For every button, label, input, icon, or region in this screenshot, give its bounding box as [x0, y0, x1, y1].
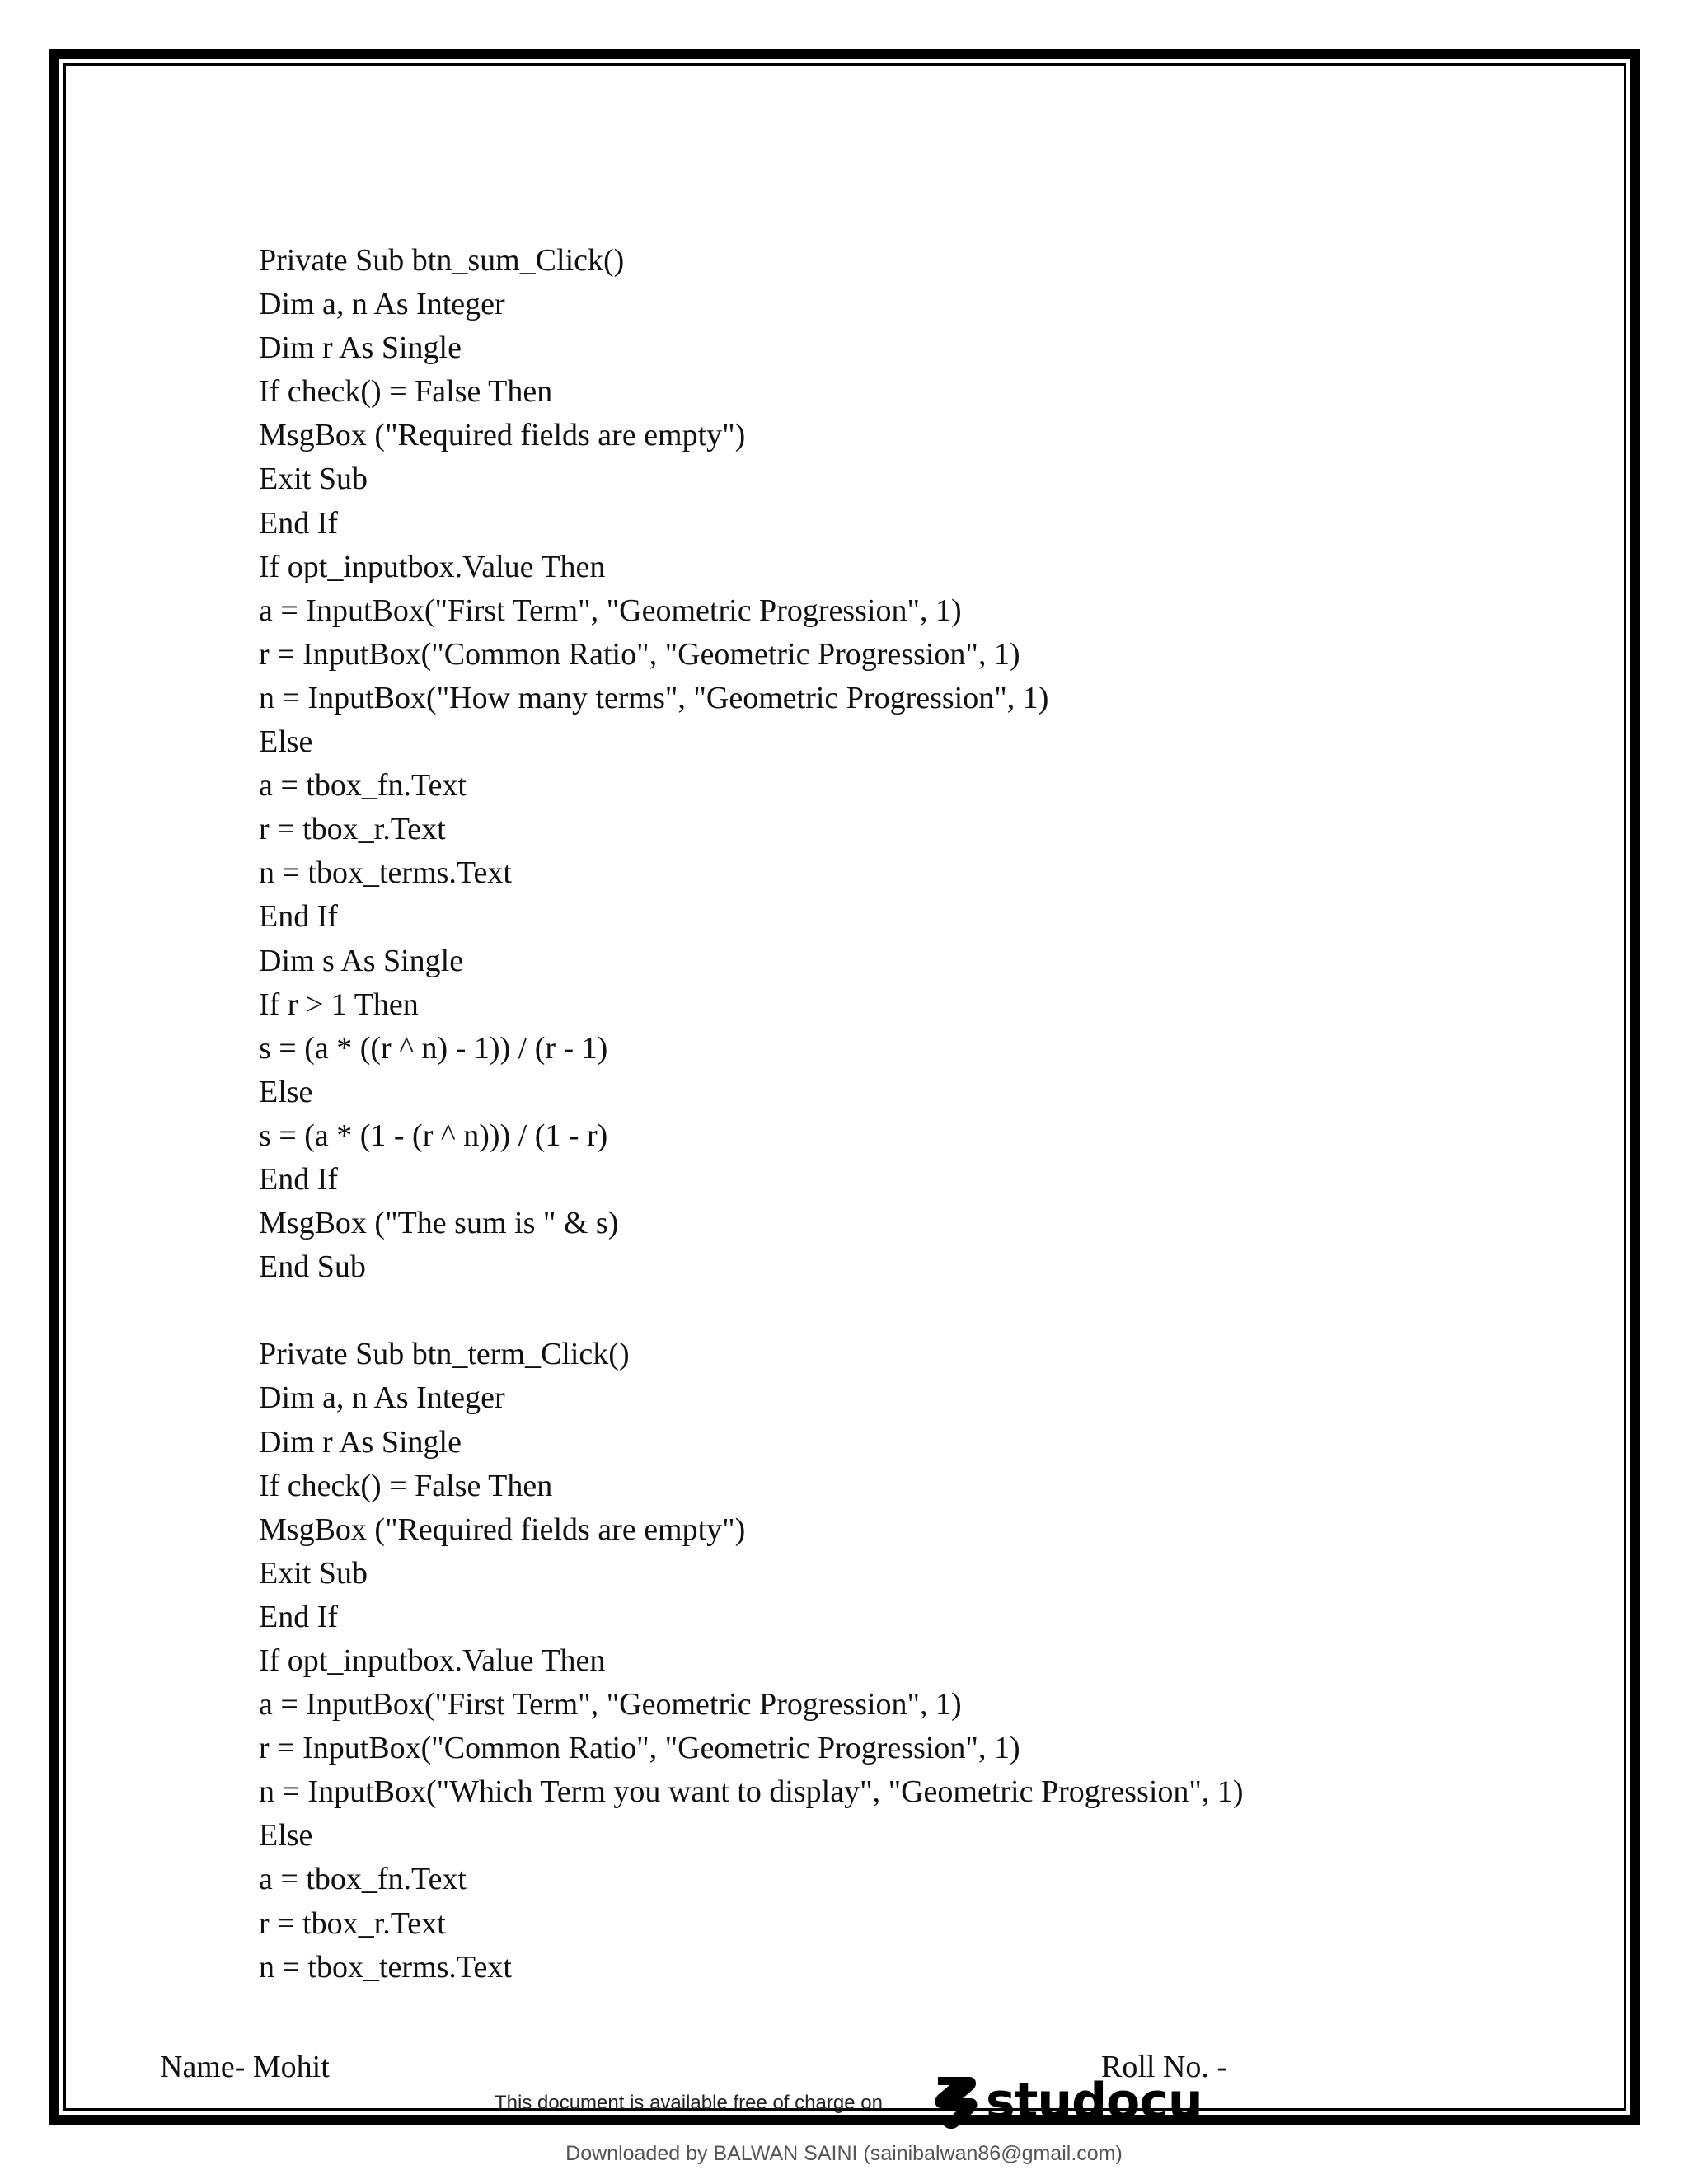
studocu-logo-text: studocu [986, 2073, 1203, 2130]
code-line: If opt_inputbox.Value Then [259, 1643, 606, 1678]
code-line: End If [259, 899, 339, 935]
code-blank-line [259, 1289, 1578, 1333]
code-line: n = InputBox("Which Term you want to display", "Geometric Progression", 1) [259, 1774, 1244, 1810]
code-line: Exit Sub [259, 1555, 368, 1591]
footer-roll-number: Roll No. - [1101, 2050, 1228, 2084]
code-line: a = InputBox("First Term", "Geometric Progression", 1) [259, 1687, 962, 1722]
code-line: Else [259, 1818, 313, 1854]
code-line: MsgBox ("The sum is " & s) [259, 1206, 619, 1241]
code-line: r = InputBox("Common Ratio", "Geometric Progression", 1) [259, 636, 1020, 672]
code-line: a = InputBox("First Term", "Geometric Progression", 1) [259, 593, 962, 628]
code-line: Private Sub btn_term_Click() [259, 1337, 630, 1372]
code-line: End If [259, 1599, 339, 1634]
code-line: a = tbox_fn.Text [259, 768, 467, 804]
code-line: If opt_inputbox.Value Then [259, 549, 606, 584]
studocu-logo-icon [930, 2070, 981, 2133]
code-line: s = (a * (1 - (r ^ n))) / (1 - r) [259, 1118, 608, 1153]
code-line: Else [259, 724, 313, 760]
code-line: MsgBox ("Required fields are empty") [259, 1511, 746, 1547]
code-line: If check() = False Then [259, 1468, 553, 1503]
downloaded-by-line: Downloaded by BALWAN SAINI (sainibalwan86@gmail.com) [565, 2142, 1123, 2165]
code-line: n = tbox_terms.Text [259, 855, 512, 891]
code-line: a = tbox_fn.Text [259, 1862, 467, 1897]
code-line: r = tbox_r.Text [259, 812, 446, 847]
code-line: s = (a * ((r ^ n) - 1)) / (r - 1) [259, 1030, 608, 1066]
footer-student-name: Name- Mohit [160, 2050, 330, 2084]
code-listing [259, 239, 1578, 1990]
code-line: Dim r As Single [259, 1424, 462, 1460]
code-line: r = tbox_r.Text [259, 1905, 446, 1941]
code-line: Exit Sub [259, 462, 368, 497]
code-line: End If [259, 505, 339, 541]
code-line: MsgBox ("Required fields are empty") [259, 418, 746, 453]
code-line: Else [259, 1074, 313, 1109]
code-line: Dim s As Single [259, 943, 464, 978]
code-line: Dim a, n As Integer [259, 287, 505, 322]
code-line: If check() = False Then [259, 374, 553, 410]
code-line: End Sub [259, 1249, 366, 1285]
code-line: r = InputBox("Common Ratio", "Geometric Progression", 1) [259, 1731, 1020, 1766]
studocu-logo[interactable] [930, 2069, 1203, 2135]
code-line: If r > 1 Then [259, 987, 419, 1022]
code-line: Private Sub btn_sum_Click() [259, 243, 625, 278]
code-line: End If [259, 1161, 339, 1197]
code-line: Dim r As Single [259, 330, 462, 366]
studocu-availability-note: This document is available free of charge on [495, 2092, 883, 2114]
code-line: n = InputBox("How many terms", "Geometric Progression", 1) [259, 680, 1049, 715]
code-line: Dim a, n As Integer [259, 1380, 505, 1416]
code-line: n = tbox_terms.Text [259, 1949, 512, 1985]
